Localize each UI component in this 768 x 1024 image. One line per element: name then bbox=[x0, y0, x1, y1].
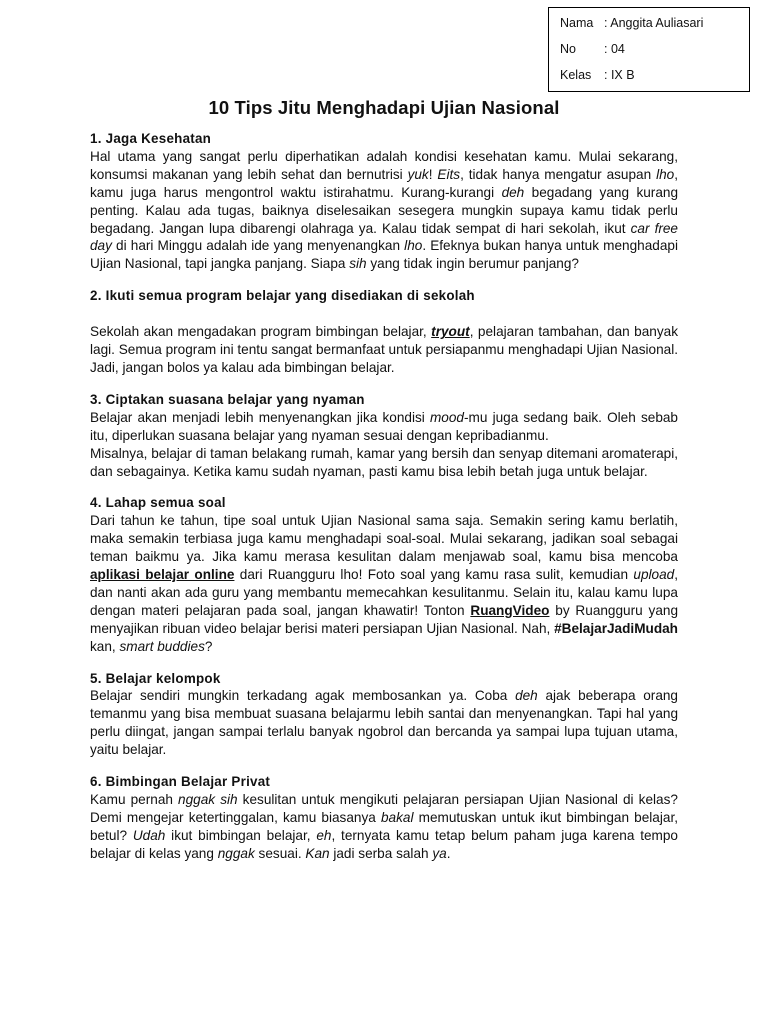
student-class-label: Kelas bbox=[560, 68, 592, 82]
section-4 bbox=[90, 494, 678, 655]
section-5 bbox=[90, 670, 678, 760]
section-body bbox=[90, 791, 678, 863]
student-number-row bbox=[560, 42, 749, 68]
section-heading: 1. Jaga Kesehatan bbox=[90, 131, 212, 146]
student-name-value: : Anggita Auliasari bbox=[604, 16, 704, 30]
student-number-label: No bbox=[560, 42, 576, 56]
paragraph: Misalnya, belajar di taman belakang rumah, kamar yang bersih dan senyap ditemani aromaterapi, dan sebagainya. Ketika kamu sudah nyaman, pasti kamu bisa lebih betah juga untuk belajar. bbox=[90, 445, 678, 479]
section-1 bbox=[90, 130, 678, 273]
paragraph: Belajar sendiri mungkin terkadang agak membosankan ya. Coba deh ajak beberapa orang temanmu yang bisa membuat suasana belajarmu lebih santai dan menyenangkan. Tapi hal yang perlu diingat, jangan sampai terlalu banyak ngobrol dan bercanda ya sampai lupa tujuan utama, yaitu belajar. bbox=[90, 688, 678, 758]
document-title: 10 Tips Jitu Menghadapi Ujian Nasional bbox=[208, 97, 560, 118]
paragraph: Kamu pernah nggak sih kesulitan untuk mengikuti pelajaran persiapan Ujian Nasional di kelas? Demi mengejar ketertinggalan, kamu biasanya bakal memutuskan untuk ikut bimbingan belajar, betul? Udah ikut bimbingan belajar, eh, ternyata kamu tetap belum paham juga karena tempo belajar di kelas yang nggak sesuai. Kan jadi serba salah ya. bbox=[90, 792, 678, 861]
student-class-row bbox=[560, 68, 749, 94]
section-body bbox=[90, 148, 678, 273]
document-body bbox=[90, 130, 678, 877]
section-body bbox=[90, 512, 678, 655]
student-name-row bbox=[560, 16, 749, 42]
student-info-box bbox=[548, 7, 750, 92]
section-body bbox=[90, 409, 678, 481]
section-3 bbox=[90, 391, 678, 481]
section-body bbox=[90, 687, 678, 759]
section-2 bbox=[90, 287, 678, 377]
section-heading: 2. Ikuti semua program belajar yang disediakan di sekolah bbox=[90, 288, 475, 304]
section-body bbox=[90, 323, 678, 377]
section-heading: 6. Bimbingan Belajar Privat bbox=[90, 774, 271, 790]
section-heading: 4. Lahap semua soal bbox=[90, 495, 226, 511]
section-6 bbox=[90, 773, 678, 863]
paragraph: Sekolah akan mengadakan program bimbingan belajar, tryout, pelajaran tambahan, dan banyak lagi. Semua program ini tentu sangat bermanfaat untuk persiapanmu menghadapi Ujian Nasional. Jadi, jangan bolos ya kalau ada bimbingan belajar. bbox=[90, 324, 678, 375]
student-class-value: : IX B bbox=[604, 68, 635, 82]
paragraph: Belajar akan menjadi lebih menyenangkan jika kondisi mood-mu juga sedang baik. Oleh sebab itu, diperlukan suasana belajar yang nyaman sesuai dengan kepribadianmu. bbox=[90, 409, 678, 443]
section-heading: 5. Belajar kelompok bbox=[90, 670, 221, 686]
student-name-label: Nama bbox=[560, 16, 594, 30]
paragraph: Hal utama yang sangat perlu diperhatikan adalah kondisi kesehatan kamu. Mulai sekarang, konsumsi makanan yang lebih sehat dan bernutrisi yuk! Eits, tidak hanya mengatur asupan lho, kamu juga harus mengontrol waktu istirahatmu. Kurang-kurangi deh begadang yang kurang penting. Kalau ada tugas, baiknya diselesaikan sesegera mungkin supaya kamu tidak perlu begadang. Jangan lupa dibarengi olahraga ya. Kalau tidak sempat di hari sekolah, ikut car free day di hari Minggu adalah ide yang menyenangkan lho. Efeknya bukan hanya untuk menghadapi Ujian Nasional, tapi jangka panjang. Siapa sih yang tidak ingin berumur panjang? bbox=[90, 148, 679, 272]
paragraph: Dari tahun ke tahun, tipe soal untuk Ujian Nasional sama saja. Semakin sering kamu berlatih, maka semakin terbiasa juga kamu menghadapi soal-soal. Mulai sekarang, jadikan soal sebagai teman baikmu ya. Jika kamu merasa kesulitan dalam menjawab soal, kamu bisa mencoba aplikasi belajar online dari Ruangguru lho! Foto soal yang kamu rasa sulit, kemudian upload, dan nanti akan ada guru yang membantu memecahkan kesulitanmu. Selain itu, kalau kamu lupa dengan materi pelajaran pada soal, jangan khawatir! Tonton RuangVideo by Ruangguru yang menyajikan ribuan video belajar berisi materi persiapan Ujian Nasional. Nah, #BelajarJadiMudah kan, smart buddies? bbox=[90, 513, 678, 654]
student-number-value: : 04 bbox=[604, 42, 625, 56]
section-heading: 3. Ciptakan suasana belajar yang nyaman bbox=[90, 391, 365, 407]
